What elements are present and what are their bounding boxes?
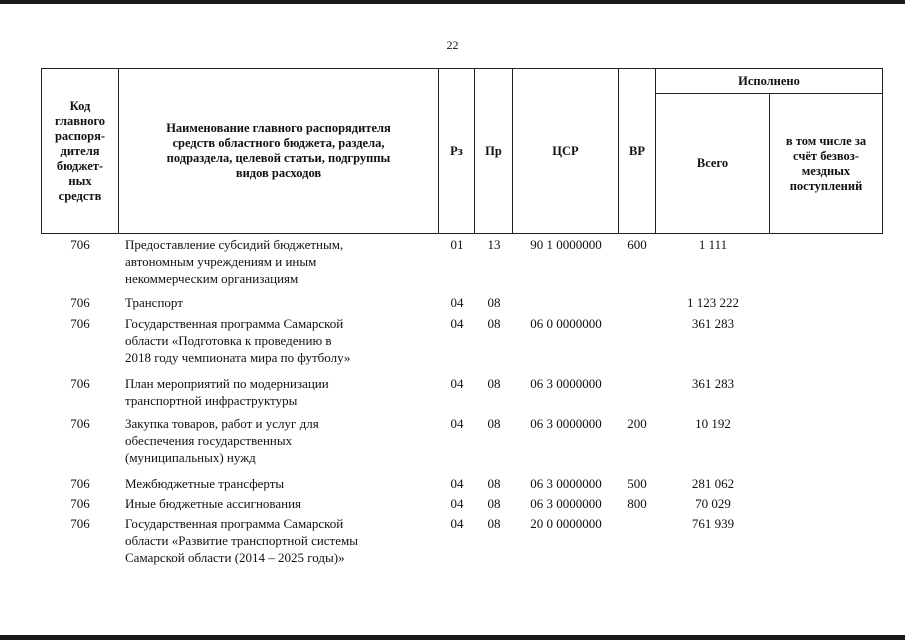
cell-rz: 04 [450,316,464,331]
cell-name: Закупка товаров, работ и услуг для обеспечения государственных (муниципальных) нужд [125,416,319,465]
cell-name: Предоставление субсидий бюджетным, автономным учреждениям и иным некоммерческим организациям [125,237,344,286]
cell-vsego: 361 283 [691,316,735,331]
header-vr: ВР [629,143,645,158]
cell-csr: 06 3 0000000 [530,416,602,431]
cell-vsego: 761 939 [691,516,735,531]
cell-pr: 08 [487,416,501,431]
header-ispolneno: Исполнено [738,73,800,88]
header-bottom-rule [41,233,882,234]
cell-pr: 08 [487,295,501,310]
col-divider [882,68,883,234]
cell-name: Иные бюджетные ассигнования [125,496,302,511]
top-border [0,0,905,4]
cell-kod: 706 [70,476,90,491]
cell-csr: 90 1 0000000 [530,237,602,252]
cell-vr: 600 [627,237,647,252]
cell-rz: 01 [450,237,464,252]
cell-pr: 08 [487,316,501,331]
page-number: 22 [446,38,459,52]
cell-csr: 20 0 0000000 [530,516,602,531]
cell-rz: 04 [450,476,464,491]
cell-vsego: 70 029 [695,496,731,511]
cell-kod: 706 [70,516,90,531]
header-vsego: Всего [696,156,729,170]
cell-name: Межбюджетные трансферты [125,476,285,491]
cell-kod: 706 [70,496,90,511]
cell-kod: 706 [70,376,90,391]
cell-pr: 08 [487,516,501,531]
cell-vr: 200 [627,416,647,431]
cell-name: План мероприятий по модернизации транспортной инфраструктуры [125,376,329,408]
cell-kod: 706 [70,316,90,331]
cell-csr: 06 3 0000000 [530,476,602,491]
header-csr: ЦСР [552,143,579,158]
cell-name: Транспорт [125,295,183,310]
cell-rz: 04 [450,376,464,391]
cell-vsego: 361 283 [691,376,735,391]
cell-pr: 13 [487,237,501,252]
header-name: Наименование главного распорядителя средств областного бюджета, раздела, подраздела, целевой статьи, подгруппы видов расходов [166,121,391,180]
cell-vsego: 1 111 [698,237,728,252]
cell-rz: 04 [450,496,464,511]
cell-kod: 706 [70,416,90,431]
cell-vr: 500 [627,476,647,491]
cell-rz: 04 [450,416,464,431]
header-bezvoz: в том числе за счёт безвоз- мездных поступлений [785,133,867,193]
cell-csr: 06 3 0000000 [530,496,602,511]
cell-vsego: 1 123 222 [687,295,739,310]
cell-vsego: 281 062 [691,476,735,491]
cell-vr: 800 [627,496,647,511]
cell-pr: 08 [487,496,501,511]
header-pr: Пр [485,143,502,158]
cell-pr: 08 [487,376,501,391]
cell-rz: 04 [450,516,464,531]
cell-vsego: 10 192 [695,416,731,431]
cell-name: Государственная программа Самарской области «Развитие транспортной системы Самарской области (2014 – 2025 годы)» [125,516,358,565]
cell-csr: 06 0 0000000 [530,316,602,331]
cell-name: Государственная программа Самарской области «Подготовка к проведению в 2018 году чемпионата мира по футболу» [125,316,351,365]
cell-kod: 706 [70,295,90,310]
header-rz: Рз [450,143,463,158]
header-kod: Код главного распоря- дителя бюджет- ных средств [54,98,106,203]
cell-csr: 06 3 0000000 [530,376,602,391]
bottom-border [0,635,905,640]
cell-kod: 706 [70,237,90,252]
cell-pr: 08 [487,476,501,491]
cell-rz: 04 [450,295,464,310]
